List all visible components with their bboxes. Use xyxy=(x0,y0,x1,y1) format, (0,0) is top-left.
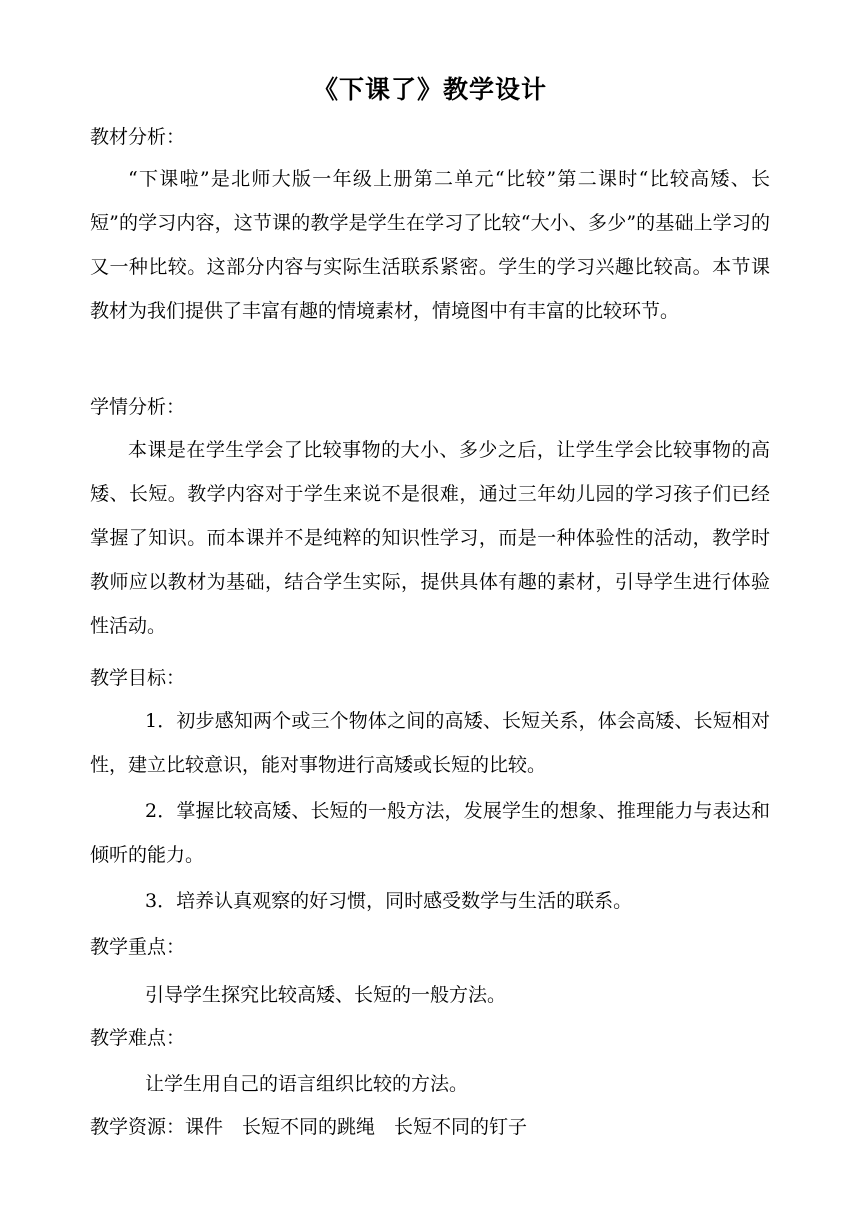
material-analysis-text: “下课啦”是北师大版一年级上册第二单元“比较”第二课时“比较高矮、长短”的学习内容，这节课的教学是学生在学习了比较“大小、多少”的基础上学习的又一种比较。这部分内容与实际生活联系紧密。学生的学习兴趣比较高。本节课教材为我们提供了丰富有趣的情境素材，情境图中有丰富的比较环节。 xyxy=(90,168,770,322)
teaching-goals-heading: 教学目标： xyxy=(90,667,186,689)
resources-text: 教学资源：课件 长短不同的跳绳 长短不同的钉子 xyxy=(90,1116,528,1138)
document-title: 《下课了》教学设计 xyxy=(312,75,547,104)
teaching-goal-1: 1．初步感知两个或三个物体之间的高矮、长短关系，体会高矮、长短相对性，建立比较意识，能对事物进行高矮或长短的比较。 xyxy=(90,710,770,776)
student-analysis-text: 本课是在学生学会了比较事物的大小、多少之后，让学生学会比较事物的高矮、长短。教学内容对于学生来说不是很难，通过三年幼儿园的学习孩子们已经掌握了知识。而本课并不是纯粹的知识性学习，而是一种体验性的活动，教学时教师应以教材为基础，结合学生实际，提供具体有趣的素材，引导学生进行体验性活动。 xyxy=(90,439,770,637)
teaching-goal-3: 3．培养认真观察的好习惯，同时感受数学与生活的联系。 xyxy=(145,890,633,912)
difficulties-heading: 教学难点： xyxy=(90,1027,186,1049)
teaching-goal-2: 2．掌握比较高矮、长短的一般方法，发展学生的想象、推理能力与表达和倾听的能力。 xyxy=(90,800,770,866)
student-analysis-heading: 学情分析： xyxy=(90,396,186,418)
key-points-text: 引导学生探究比较高矮、长短的一般方法。 xyxy=(145,984,507,1006)
material-analysis-heading: 教材分析： xyxy=(90,126,186,148)
difficulties-text: 让学生用自己的语言组织比较的方法。 xyxy=(145,1073,469,1095)
key-points-heading: 教学重点： xyxy=(90,936,186,958)
